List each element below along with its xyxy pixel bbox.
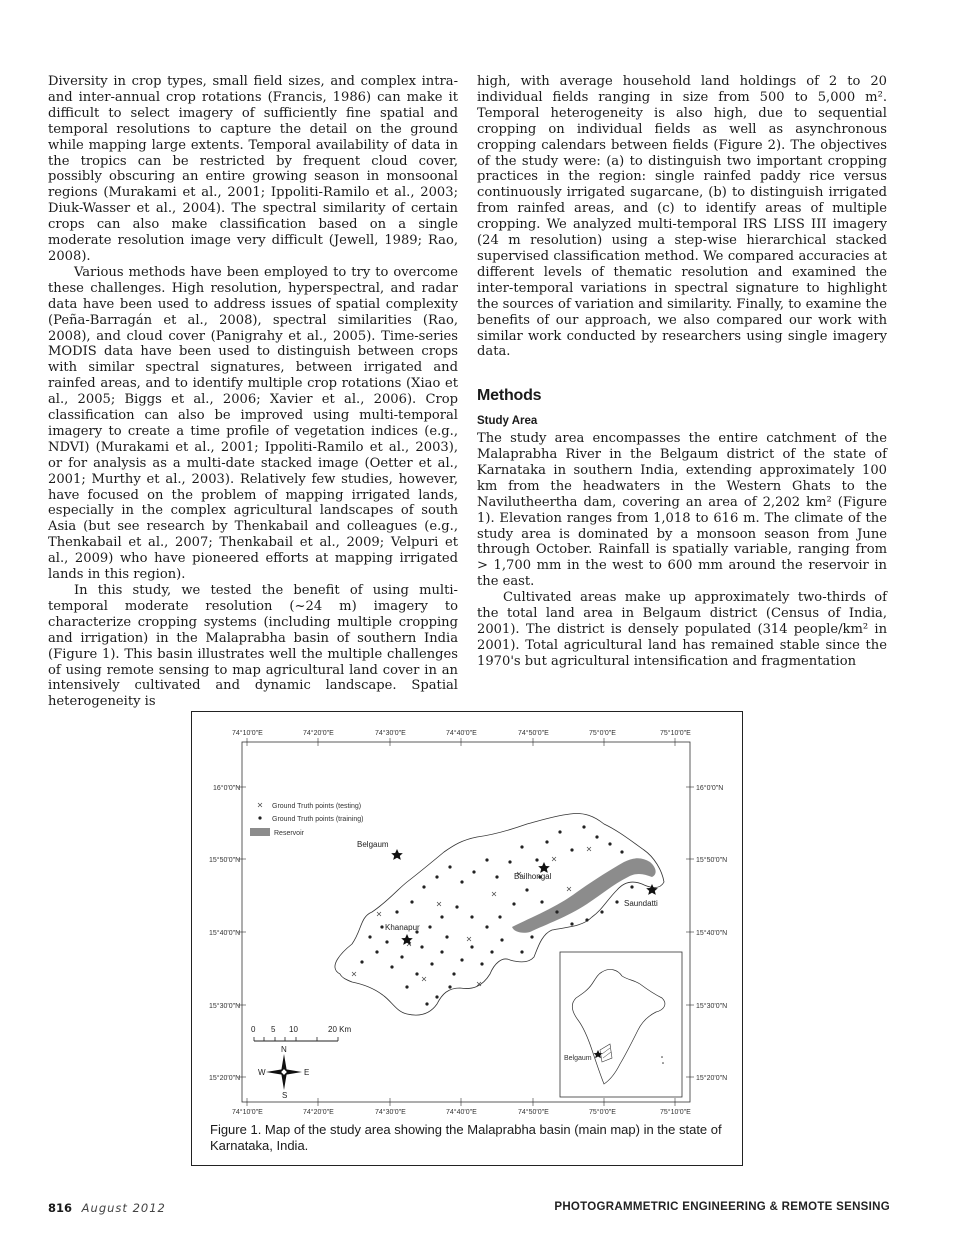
legend-label: Ground Truth points (testing) — [272, 803, 362, 810]
figure-1 — [191, 711, 743, 1166]
lon-label: 75°10'0"E — [660, 730, 691, 737]
testing-marker-icon — [258, 803, 262, 807]
paragraph: In this study, we tested the benefit of using multi-temporal moderate resolution (~24 m) imagery to characterize cropping systems (including multiple cropping and irrigation) in the Malaprabha basin of southern India (Figure 1). This basin illustrates well the multiple challenges of using remote sensing to map agricultural land cover in an intensively cultivated and dynamic landscape. Spatial heterogeneity is — [48, 583, 458, 710]
paragraph: The study area encompasses the entire catchment of the Malaprabha River in the Belgaum district of the state of Karnataka in southern India, extending approximately 100 km from the headwaters in the Western Ghats to the Navilutheertha dam, covering an area of 2,202 km² (Figure 1). Elevation ranges from 1,018 to 616 m. The climate of the study area is dominated by a monsoon season from June through October. Rainfall is spatially variable, ranging from > 1,700 mm in the west to 600 mm around the reservoir in the east. — [477, 431, 887, 590]
lon-label: 74°10'0"E — [232, 730, 263, 737]
lat-label: 15°50'0"N — [209, 857, 241, 864]
scale-label: 0 — [251, 1025, 256, 1034]
scale-bar — [254, 1037, 338, 1041]
lon-label: 75°0'0"E — [589, 1109, 616, 1116]
belgaum-star-icon — [391, 849, 403, 860]
place-label: Khanapur — [385, 923, 420, 932]
scale-label: 5 — [271, 1025, 276, 1034]
training-marker-icon — [258, 816, 261, 819]
inset-map — [560, 952, 682, 1097]
reservoir-swatch — [250, 828, 270, 836]
right-column — [477, 74, 887, 670]
lon-label: 74°30'0"E — [375, 1109, 406, 1116]
scale-label: 20 Km — [328, 1025, 352, 1034]
lat-label: 15°40'0"N — [209, 930, 241, 937]
compass-w: W — [258, 1068, 266, 1077]
legend-label: Ground Truth points (training) — [272, 816, 364, 823]
compass-e: E — [304, 1068, 310, 1077]
lon-label: 74°10'0"E — [232, 1109, 263, 1116]
lon-label: 74°50'0"E — [518, 730, 549, 737]
section-heading: Methods — [477, 387, 542, 405]
map-legend — [250, 803, 363, 837]
study-area-map — [192, 712, 744, 1120]
place-label: Saundatti — [624, 899, 658, 908]
figure-caption: Figure 1. Map of the study area showing the Malaprabha basin (main map) in the state of Karnataka, India. — [210, 1122, 722, 1153]
page-number: 816 — [48, 1201, 73, 1215]
scale-label: 10 — [289, 1025, 298, 1034]
place-label: Belgaum — [564, 1055, 592, 1062]
lon-label: 74°20'0"E — [303, 730, 334, 737]
lon-label: 74°20'0"E — [303, 1109, 334, 1116]
lon-label: 75°10'0"E — [660, 1109, 691, 1116]
legend-label: Reservoir — [274, 830, 304, 837]
paragraph: Cultivated areas make up approximately two-thirds of the total land area in Belgaum district (Census of India, 2001). The district is densely populated (314 people/km² in 2001). Total agricultural land has remained stable since the 1970's but agricultural intensification and fragmentation — [477, 590, 887, 669]
issue-date: August 2012 — [81, 1201, 166, 1215]
north-arrow-icon — [266, 1054, 302, 1090]
lat-label: 15°20'0"N — [696, 1075, 728, 1082]
lon-label: 74°40'0"E — [446, 1109, 477, 1116]
place-label: Belgaum — [357, 840, 389, 849]
lat-label: 15°40'0"N — [696, 930, 728, 937]
lon-label: 74°40'0"E — [446, 730, 477, 737]
place-label: Bailhongal — [514, 872, 552, 881]
lon-label: 74°50'0"E — [518, 1109, 549, 1116]
compass-s: S — [282, 1091, 288, 1100]
left-column — [48, 74, 458, 710]
lat-label: 15°20'0"N — [209, 1075, 241, 1082]
lat-label: 16°0'0"N — [213, 785, 241, 792]
page-footer-left — [48, 1201, 166, 1215]
subsection-heading: Study Area — [477, 415, 538, 428]
lat-label: 15°30'0"N — [696, 1003, 728, 1010]
journal-name: PHOTOGRAMMETRIC ENGINEERING & REMOTE SENSING — [554, 1201, 890, 1213]
paragraph: Diversity in crop types, small field sizes, and complex intra- and inter-annual crop rotations (Francis, 1986) can make it difficult to select imagery of sufficiently fine spatial and temporal resolutions to capture the detail on the ground while mapping large extents. Temporal availability of data in the tropics can be restricted by frequent cloud cover, possibly obscuring an entire growing season in monsoonal regions (Murakami et al., 2001; Ippoliti-Ramilo et al., 2003; Diuk-Wasser et al., 2004). The spectral similarity of certain crops can also make classification based on a single moderate resolution image very difficult (Jewell, 1989; Rao, 2008). — [48, 74, 458, 264]
lon-label: 75°0'0"E — [589, 730, 616, 737]
paragraph: high, with average household land holdings of 2 to 20 individual fields ranging in size from 500 to 5,000 m². Temporal heterogeneity is also high, due to sequential cropping on individual fields as well as asynchronous cropping calendars between fields (Figure 2). The objectives of the study were: (a) to distinguish two important cropping practices in the region: single rainfed paddy rice versus continuously irrigated sugarcane, (b) to distinguish irrigated from rainfed areas, and (c) to identify areas of multiple cropping. We analyzed multi-temporal IRS LISS III imagery (24 m resolution) using a step-wise hierarchical stacked supervised classification method. We compared accuracies at different levels of thematic resolution and examined the inter-temporal variations in spectral signature to highlight the sources of variation and similarity. Finally, to examine the benefits of our approach, we also compared our work with similar work conducted by researchers using single imagery data. — [477, 74, 887, 360]
compass-n: N — [281, 1045, 287, 1054]
lat-label: 15°50'0"N — [696, 857, 728, 864]
lon-label: 74°30'0"E — [375, 730, 406, 737]
lat-label: 16°0'0"N — [696, 785, 724, 792]
paragraph: Various methods have been employed to try to overcome these challenges. High resolution, hyperspectral, and radar data have been used to address issues of spatial complexity (Peña-Barragán et al., 2008), spectral similarities (Rao, 2008), and cloud cover (Panigrahy et al., 2005). Time-series MODIS data have been used to distinguish between crops with similar spectral signatures, between irrigated and rainfed areas, and to identify multiple crop rotations (Xiao et al., 2005; Biggs et al., 2006; Xavier et al., 2006). Crop classification can also be improved using multi-temporal imagery to create a time profile of vegetation indices (e.g., NDVI) (Murakami et al., 2001; Ippoliti-Ramilo et al., 2003), or for analysis as a multi-date stacked image (Oetter et al., 2001; Murthy et al., 2003). Relatively few studies, however, have focused on the problem of mapping irrigated lands, especially in the complex agricultural landscapes of south Asia (but see research by Thenkabail and colleagues (e.g., Thenkabail et al., 2007; Thenkabail et al., 2009; Velpuri et al., 2009) who have pioneered efforts at mapping irrigated lands in this region). — [48, 264, 458, 583]
lat-label: 15°30'0"N — [209, 1003, 241, 1010]
